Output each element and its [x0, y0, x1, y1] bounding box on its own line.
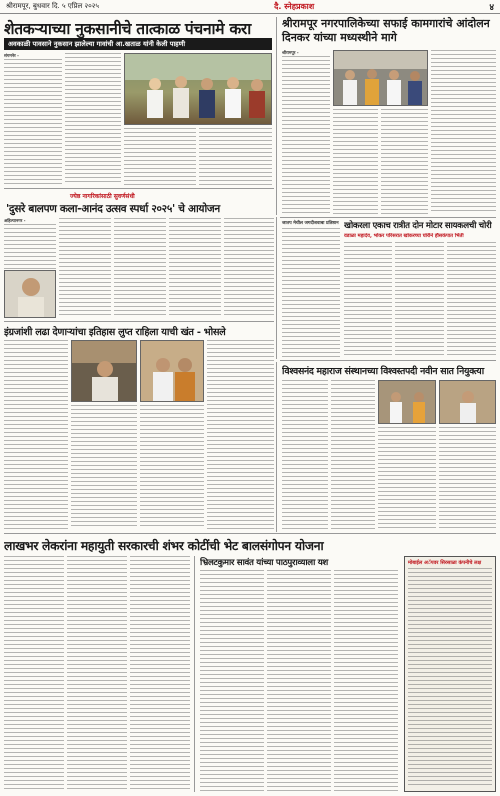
story6-body-col2 [331, 380, 375, 530]
story4-body-col3 [447, 242, 496, 358]
story4-left-col [282, 228, 340, 358]
story5-photo2 [140, 340, 204, 402]
story1-body-col2 [65, 53, 121, 185]
story2-dateline: श्रीरामपूर - [282, 50, 299, 55]
masthead-date: श्रीरामपूर, बुधवार दि. ५ एप्रिल २०२५ [6, 2, 100, 10]
story2-body-col2 [333, 109, 378, 215]
masthead-newspaper: दै. स्नेहप्रकाश [274, 2, 315, 11]
story2-headline: श्रीरामपूर नगरपालिकेच्या सफाई कामगारांचे आंदोलन दिनकर यांच्या मध्यस्थीने मागे [282, 17, 490, 44]
page-number: ४ [489, 3, 494, 13]
story3-body-col2 [59, 218, 111, 318]
story2-body-col1 [282, 50, 330, 215]
story1-photo [124, 53, 272, 125]
story8-headline: भ्रिलटकुमार सावंत यांच्या पाठपुराव्याला यश [200, 558, 328, 568]
story7-body-col3 [130, 556, 190, 792]
story6-photo2 [439, 380, 496, 424]
story1-headline: शेतकऱ्याच्या नुकसानीचे तात्काळ पंचनामे करा [4, 20, 251, 38]
story2-body-col3 [381, 109, 428, 215]
story6-body-col4 [439, 427, 496, 530]
story8-body-col1 [200, 570, 264, 792]
story1-body-col3 [124, 128, 196, 186]
story5-body-col2 [71, 405, 137, 530]
story8-body-col2 [267, 570, 331, 792]
story6-body-col3 [378, 427, 436, 530]
story3-body-col5 [224, 218, 274, 318]
story8-sidebox [404, 556, 496, 792]
story6-photo1 [378, 380, 436, 424]
story2-body-col4 [431, 50, 496, 215]
story3-dateline: अहिल्यानगर - [4, 218, 26, 223]
story5-body-col3 [140, 405, 204, 530]
story3-body-col4 [169, 218, 221, 318]
story1-body-col1 [4, 53, 62, 185]
story3-body-col3 [114, 218, 166, 318]
story4-headline: खोकरला एकाच रात्रीत दोन मोटार सायकलची चोरी [344, 221, 492, 231]
story3-photo [4, 270, 56, 318]
story5-body-col1 [4, 340, 68, 530]
story5-headline: इंग्रजांशी लढा देणाऱ्यांचा इतिहास लुप्त राहिला याची खंत - भोसले [4, 327, 226, 338]
story2-photo [333, 50, 428, 106]
masthead [0, 0, 500, 14]
story5-body-col4 [207, 340, 274, 530]
story1-subhead: अवकाळी पावसाने नुकसान झालेल्या गावांची आ.खताळ यांनी केली पाहणी [4, 38, 272, 50]
story7-body-col2 [67, 556, 127, 792]
story4-body-col1 [344, 242, 392, 358]
story3-kicker: ज्येष्ठ नागरिकांसाठी सुवर्णसंधी [70, 193, 135, 200]
story6-headline: विश्वसनंद महाराज संस्थानच्या विश्वस्तपदी नवीन सात नियुक्त्या [282, 366, 484, 377]
story4-kicker: जातप मेथील जगदीशवाबा प्रतिष्ठान [282, 221, 339, 226]
story1-body-col4 [199, 128, 272, 186]
story4-body-col2 [395, 242, 444, 358]
story3-headline: 'दुसरे बालपण कला-आनंद उत्सव स्पर्धा २०२५' चे आयोजन [6, 203, 220, 215]
story1-dateline: संगमनेर - [4, 53, 19, 58]
story4-subhead: वडाळा महादेव, भोकर परिसरात खोकरच्या घोरीने हौसकंपात भिती [344, 233, 464, 239]
story8-body-col3 [334, 570, 398, 792]
story8-sidebox-title: मोबाईल अॅपवर सिरसाळा कंपनीचे लक्ष [408, 560, 482, 566]
story6-body-col1 [282, 380, 328, 530]
story7-body-col1 [4, 556, 64, 792]
story5-photo1 [71, 340, 137, 402]
story7-headline: लाखभर लेकरांना महायुती सरकारची शंभर कोटींची भेट बालसंगोपन योजना [4, 539, 324, 553]
